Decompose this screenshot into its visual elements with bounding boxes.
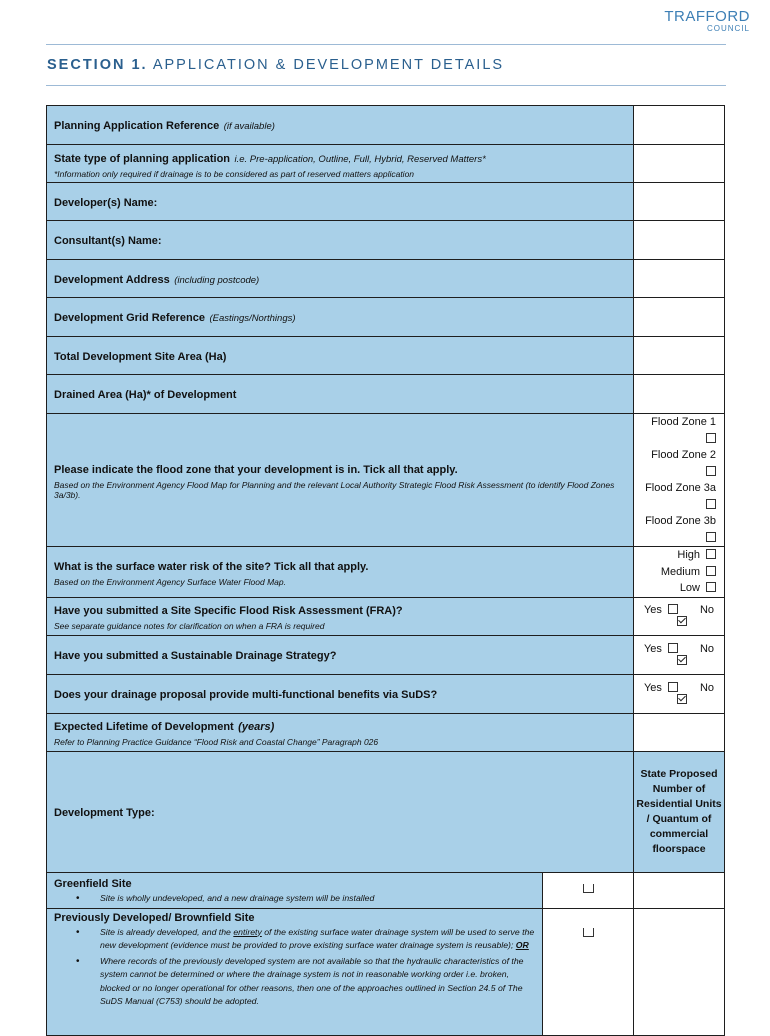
developer-input[interactable] [634,183,725,221]
grid-ref-label: Development Grid Reference (Eastings/Northings) [47,298,634,337]
row-app-ref [47,106,725,145]
lifetime-label: Expected Lifetime of Development (years) Refer to Planning Practice Guidance “Flood Risk and Coastal Change” Paragraph 026 [47,713,634,751]
application-details-form [46,105,725,1036]
row-brownfield [47,908,725,1035]
section-heading [47,57,504,73]
row-address [47,260,725,298]
heading-rule [46,85,726,86]
row-suds-strategy [47,635,725,674]
units-header: State Proposed Number of Residential Units / Quantum of commercial floorspace [634,751,725,872]
site-area-input[interactable] [634,337,725,375]
row-greenfield [47,872,725,908]
flood-zone-2-checkbox[interactable] [706,466,716,476]
drained-area-label: Drained Area (Ha)* of Development [47,375,634,414]
fra-yes-checkbox[interactable] [668,604,678,614]
row-drained-area [47,375,725,414]
developer-label: Developer(s) Name: [47,183,634,221]
trafford-council-logo [664,9,750,33]
row-flood-zone [47,414,725,547]
flood-zone-label: Please indicate the flood zone that your development is in. Tick all that apply. Based on the Environment Agency Flood Map for Planning and the relevant Local Authority Strategic Flood Risk Assessment (to identify Flood Zones 3a/3b). [47,414,634,547]
greenfield-checkbox[interactable] [583,884,594,893]
address-label: Development Address (including postcode) [47,260,634,298]
consultant-input[interactable] [634,221,725,260]
consultant-label: Consultant(s) Name: [47,221,634,260]
row-consultant [47,221,725,260]
greenfield-description [47,872,543,908]
surface-water-label: What is the surface water risk of the site? Tick all that apply. Based on the Environment Agency Surface Water Flood Map. [47,547,634,598]
flood-zone-3a-checkbox[interactable] [706,499,716,509]
app-ref-label: Planning Application Reference (if available) [47,106,634,145]
flood-zone-1-checkbox[interactable] [706,433,716,443]
surface-water-options: High Medium Low [634,547,725,598]
dev-type-label: Development Type: [47,751,634,872]
drained-area-input[interactable] [634,375,725,414]
site-area-label: Total Development Site Area (Ha) [47,337,634,375]
brownfield-description [47,908,543,1035]
greenfield-bullet: • Site is wholly undeveloped, and a new drainage system will be installed [54,892,535,905]
suds-strategy-label: Have you submitted a Sustainable Drainage Strategy? [47,635,634,674]
brownfield-checkbox[interactable] [583,928,594,937]
lifetime-input[interactable] [634,713,725,751]
app-type-label: State type of planning application i.e. Pre-application, Outline, Full, Hybrid, Reserved Matters* *Information only required if drainage is to be considered as part of reserved matters application [47,145,634,183]
row-lifetime [47,713,725,751]
address-input[interactable] [634,260,725,298]
section-title: APPLICATION & DEVELOPMENT DETAILS [152,57,505,73]
logo-line2: COUNCIL [706,24,750,33]
logo-line1: TRAFFORD [664,8,750,25]
greenfield-select-cell [543,872,634,908]
row-grid-ref [47,298,725,337]
brownfield-title: Previously Developed/ Brownfield Site [54,911,255,924]
top-rule [46,44,726,45]
app-ref-input[interactable] [634,106,725,145]
flood-zone-options: Flood Zone 1 Flood Zone 2 Flood Zone 3a Flood Zone 3b [634,414,725,547]
brownfield-units-input[interactable] [634,908,725,1035]
suds-strategy-no-checkbox[interactable] [677,655,687,665]
row-dev-type [47,751,725,872]
row-multi-benefit [47,674,725,713]
risk-medium-checkbox[interactable] [706,566,716,576]
row-fra [47,597,725,635]
greenfield-units-input[interactable] [634,872,725,908]
suds-strategy-options: Yes No [634,635,725,674]
brownfield-select-cell [543,908,634,1035]
multi-benefit-yes-checkbox[interactable] [668,682,678,692]
greenfield-title: Greenfield Site [54,877,132,890]
row-surface-water [47,547,725,598]
risk-low-checkbox[interactable] [706,582,716,592]
section-number: SECTION 1. [47,57,148,73]
brownfield-bullet-1: • Site is already developed, and the entirety of the existing surface water drainage system will be used to serve the new development (evidence must be provided to prove existing surface water drainage system is reusable); OR [54,926,535,953]
brownfield-bullet-2: • Where records of the previously developed system are not available so that the hydraulic characteristics of the system cannot be determined or where the drainage system is not in reasonable working order i.e. broken, blocked or no longer operational for other reasons, then one of the approaches outlined in Section 24.5 of The SuDS Manual (C753) should be adopted. [54,955,535,1008]
row-site-area [47,337,725,375]
grid-ref-input[interactable] [634,298,725,337]
app-type-input[interactable] [634,145,725,183]
fra-options: Yes No [634,597,725,635]
fra-label: Have you submitted a Site Specific Flood Risk Assessment (FRA)? See separate guidance notes for clarification on when a FRA is required [47,597,634,635]
row-app-type [47,145,725,183]
row-developer [47,183,725,221]
flood-zone-3b-checkbox[interactable] [706,532,716,542]
suds-strategy-yes-checkbox[interactable] [668,643,678,653]
multi-benefit-options: Yes No [634,674,725,713]
fra-no-checkbox[interactable] [677,616,687,626]
multi-benefit-label: Does your drainage proposal provide multi-functional benefits via SuDS? [47,674,634,713]
multi-benefit-no-checkbox[interactable] [677,694,687,704]
risk-high-checkbox[interactable] [706,549,716,559]
